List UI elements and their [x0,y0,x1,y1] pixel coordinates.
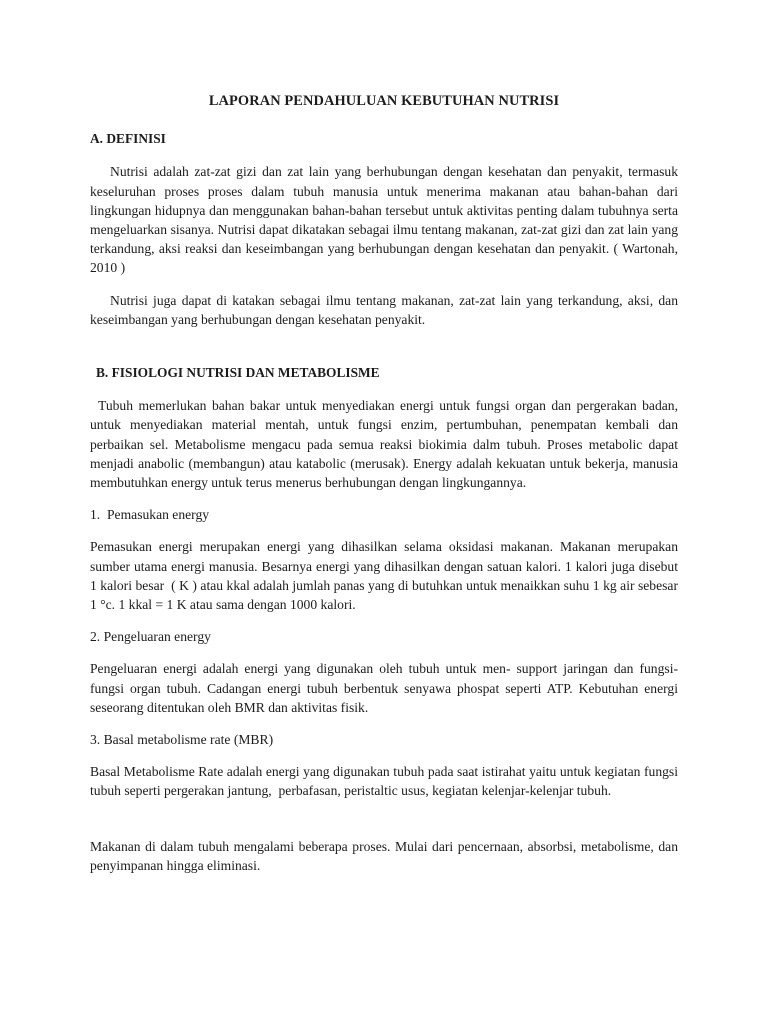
physiology-intro-paragraph: Tubuh memerlukan bahan bakar untuk menyediakan energi untuk fungsi organ dan pergerakan badan, untuk menyediakan material mentah, untuk fungsi enzim, pertumbuhan, penempatan kembali dan perbaikan sel. Metabolisme mengacu pada semua reaksi biokimia dalm tubuh. Proses metabolic dapat menjadi anabolic (membangun) atau katabolic (merusak). Energy adalah kekuatan untuk bekerja, manusia membutuhkan energy untuk terus menerus berhubungan dengan lingkungannya. [90,398,678,491]
section-a-heading: A. DEFINISI [90,131,166,147]
item-3-label: 3. Basal metabolisme rate (MBR) [90,732,274,748]
closing-paragraph: Makanan di dalam tubuh mengalami beberapa proses. Mulai dari pencernaan, absorbsi, metabolisme, dan penyimpanan hingga eliminasi. [90,838,678,873]
item-2-label: 2. Pengeluaran energy [90,629,211,645]
section-b-heading: B. FISIOLOGI NUTRISI DAN METABOLISME [96,365,380,381]
document-title: LAPORAN PENDAHULUAN KEBUTUHAN NUTRISI [208,93,560,109]
item-1-text: Pemasukan energi merupakan energi yang dihasilkan selama oksidasi makanan. Makanan merupakan sumber utama energi manusia. Besarnya energi yang dihasilkan dengan satuan kalori. 1 kalori juga disebut 1 kalori besar ( K ) atau kkal adalah jumlah panas yang di butuhkan untuk menaikkan suhu 1 kg air sebesar 1 °c. 1 kkal = 1 K atau sama dengan 1000 kalori. [90,539,678,613]
item-3-text: Basal Metabolisme Rate adalah energi yang digunakan tubuh pada saat istirahat yaitu untuk kegiatan fungsi tubuh seperti pergerakan jantung, perbafasan, peristaltic usus, kegiatan kelenjar-kelenjar tubuh. [90,764,678,799]
item-2-text: Pengeluaran energi adalah energi yang digunakan oleh tubuh untuk men- support jaringan dan fungsi-fungsi organ tubuh. Cadangan energi tubuh berbentuk senyawa phospat seperti ATP. Kebutuhan energi seseorang ditentukan oleh BMR dan aktivitas fisik. [90,661,678,715]
item-1-label: 1. Pemasukan energy [90,507,210,523]
definition-paragraph-1: Nutrisi adalah zat-zat gizi dan zat lain yang berhubungan dengan kesehatan dan penyakit, termasuk keseluruhan proses proses dalam tubuh manusia untuk menerima makanan atau bahan-bahan dari lingkungan hidupnya dan menggunakan bahan-bahan tersebut untuk aktivitas penting dalam tubuhnya serta mengeluarkan sisanya. Nutrisi dapat dikatakan sebagai ilmu tentang makanan, zat-zat gizi dan zat lain yang terkandung, aksi reaksi dan keseimbangan yang berhubungan dengan kesehatan dan penyakit. ( Wartonah, 2010 ) [90,164,678,276]
definition-paragraph-2: Nutrisi juga dapat di katakan sebagai ilmu tentang makanan, zat-zat lain yang terkandung, aksi, dan keseimbangan yang berhubungan dengan kesehatan penyakit. [90,292,678,327]
